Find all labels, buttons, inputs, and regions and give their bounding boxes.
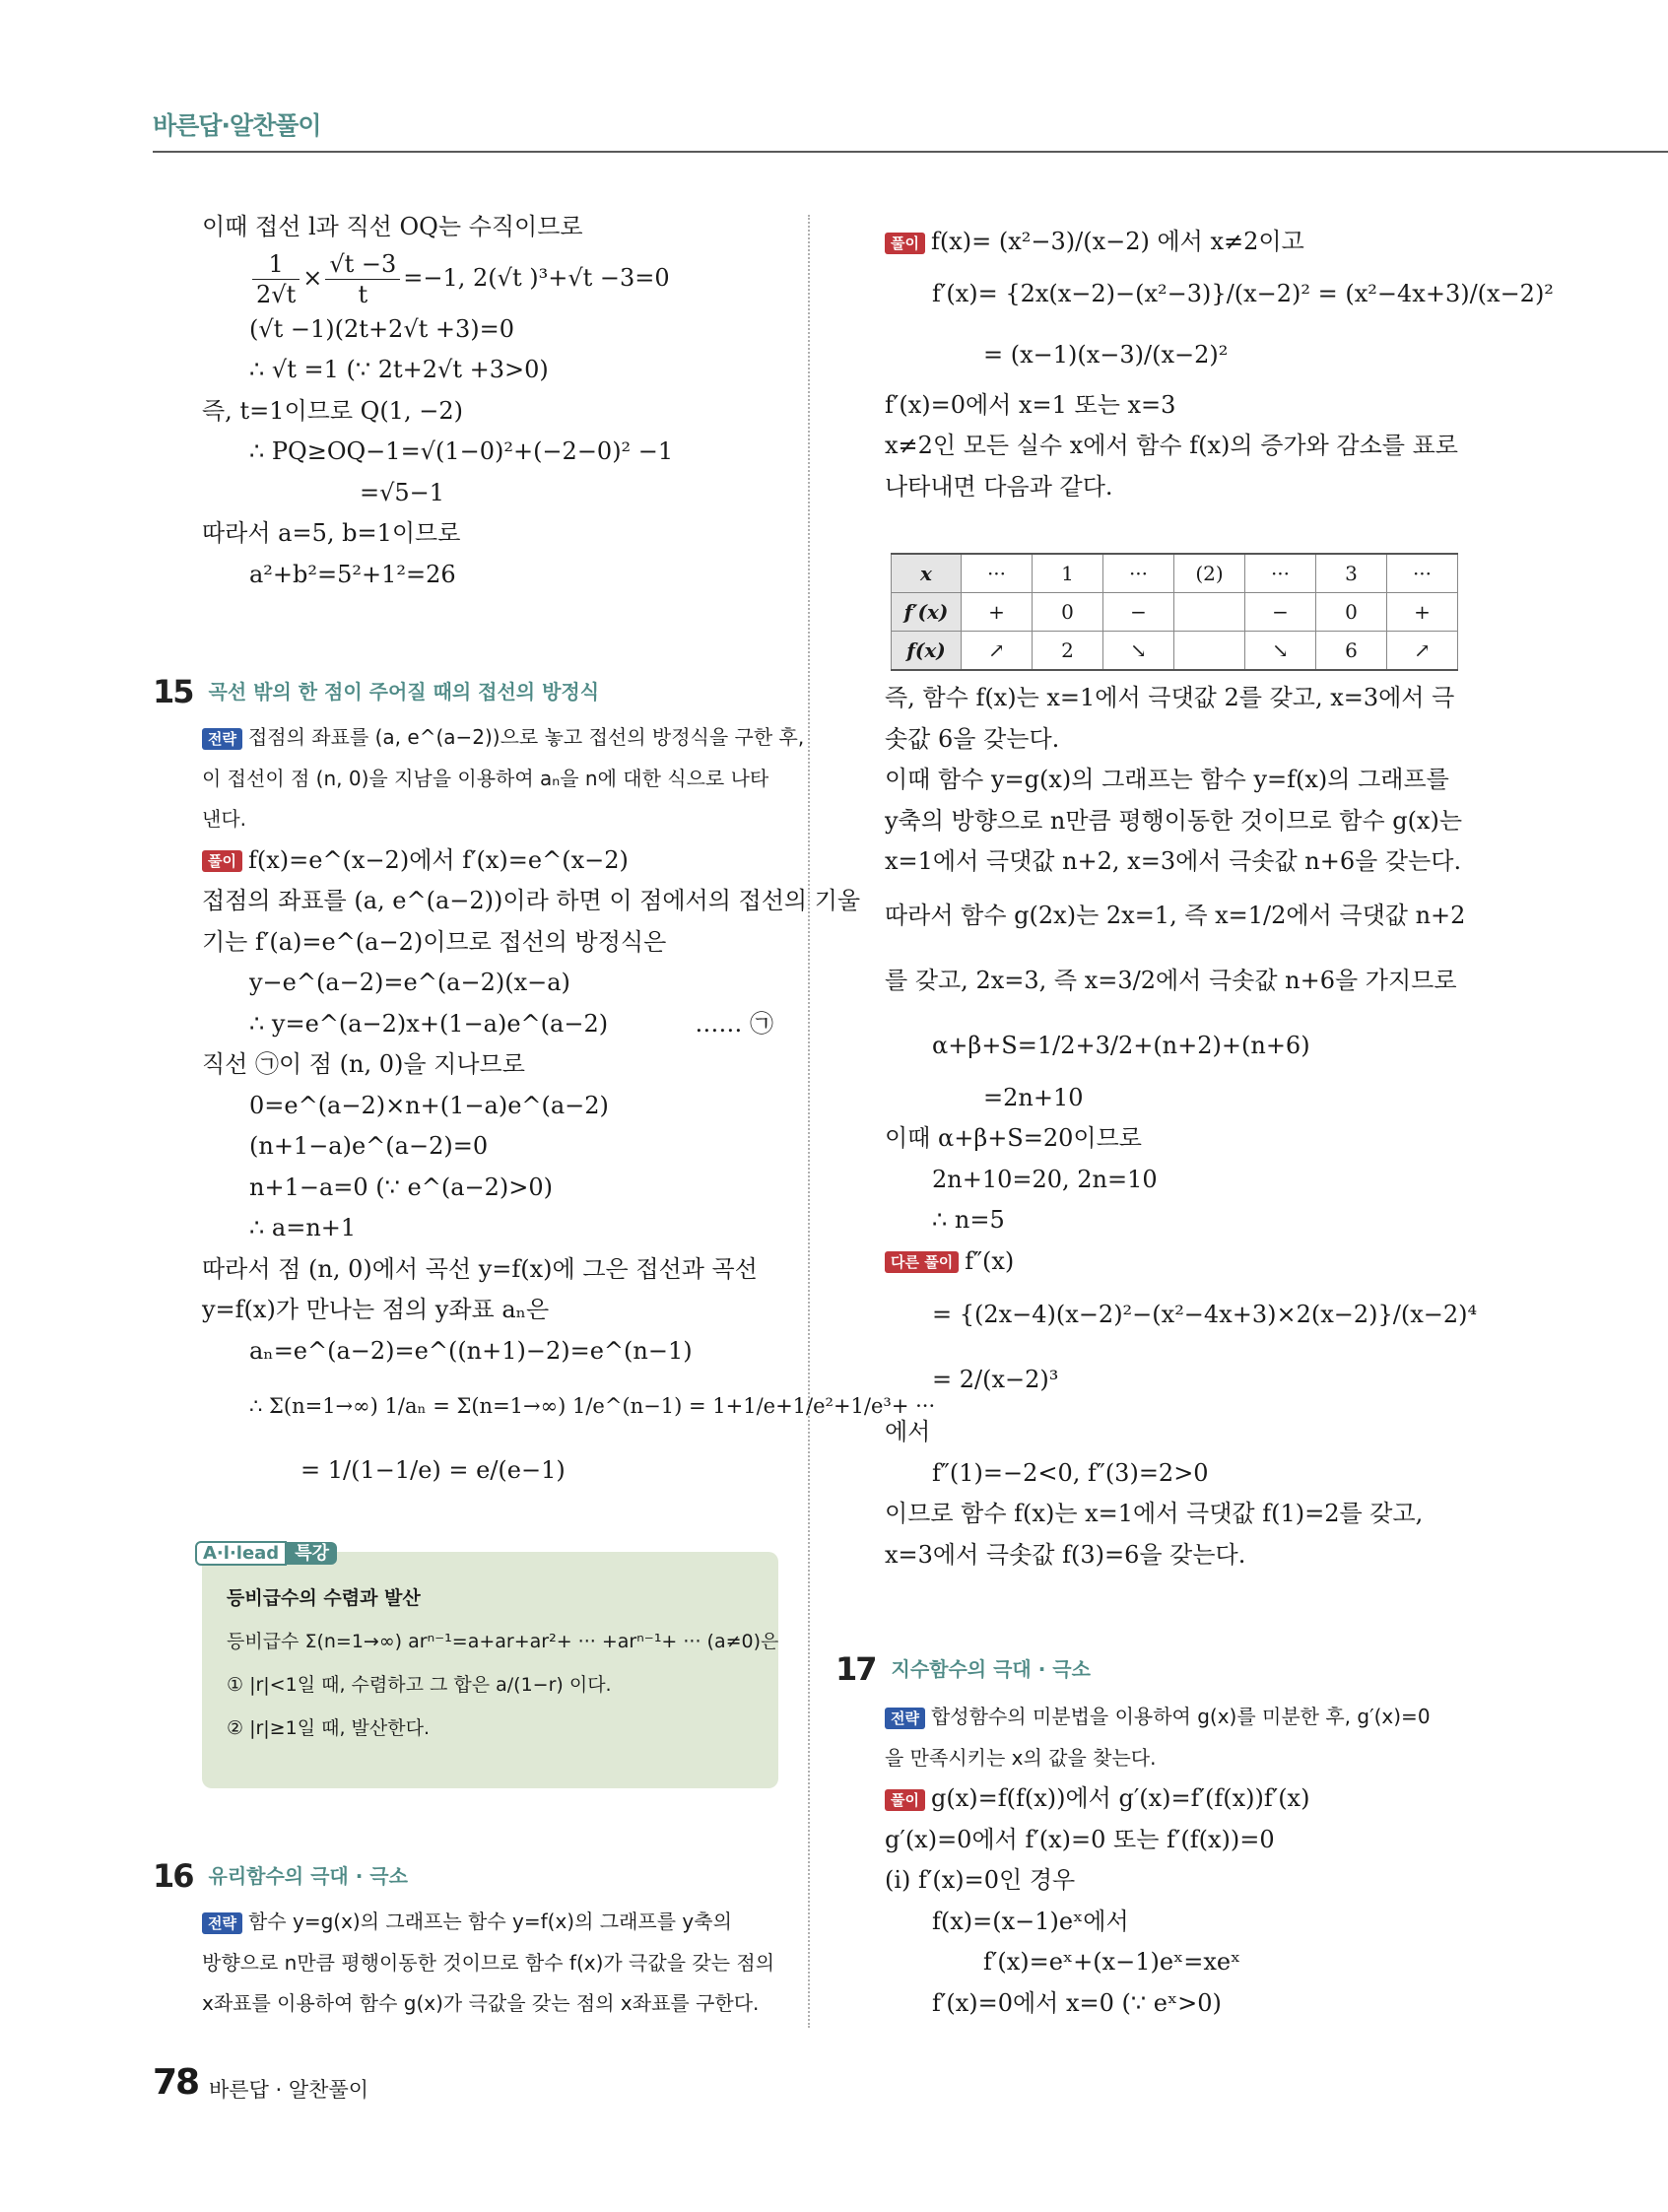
section-number: 16 bbox=[153, 1857, 193, 1895]
text-line: x=3에서 극솟값 f(3)=6을 갖는다. bbox=[885, 1540, 1246, 1569]
strategy-line: x좌표를 이용하여 함수 g(x)가 극값을 갖는 점의 x좌표를 구한다. bbox=[202, 1991, 760, 2015]
tip-box-label bbox=[195, 1539, 337, 1565]
strategy-line: 낸다. bbox=[202, 807, 246, 831]
table-cell: 2 bbox=[1033, 632, 1103, 671]
section-heading-16 bbox=[153, 1857, 408, 1895]
text-line: 솟값 6을 갖는다. bbox=[885, 724, 1060, 753]
table-cell bbox=[1174, 593, 1245, 632]
math-line bbox=[202, 1004, 783, 1045]
fraction-denominator: 2√t bbox=[256, 280, 297, 308]
solution-line bbox=[202, 840, 783, 882]
text: 접점의 좌표를 (a, e^(a−2))으로 놓고 접선의 방정식을 구한 후, bbox=[247, 725, 805, 749]
strategy-tag: 전략 bbox=[202, 728, 242, 750]
table-cell: − bbox=[1245, 593, 1316, 632]
math-line: $\frac{1}{2√t}$ × $\frac{√t -3}{t}$ =−1, 2(√t )³+√t −3=0 bbox=[202, 248, 783, 309]
variation-table bbox=[891, 553, 1458, 671]
math-line: (n+1−a)e^(a−2)=0 bbox=[249, 1132, 489, 1160]
text-line: 이때 함수 y=g(x)의 그래프는 함수 y=f(x)의 그래프를 bbox=[885, 766, 1449, 793]
math-line: aₙ=e^(a−2)=e^((n+1)−2)=e^(n−1) bbox=[249, 1336, 693, 1365]
text-line: 이때 접선 l과 직선 OQ는 수직이므로 bbox=[202, 213, 583, 240]
fraction-numerator: √t −3 bbox=[325, 249, 400, 280]
text-line: 에서 bbox=[885, 1418, 931, 1445]
math-line: f″(1)=−2<0, f″(3)=2>0 bbox=[932, 1458, 1209, 1487]
solution-tag: 풀이 bbox=[202, 850, 242, 872]
strategy-line: 이 접선이 점 (n, 0)을 지남을 이용하여 aₙ을 n에 대한 식으로 나타 bbox=[202, 766, 769, 790]
text-line: 따라서 a=5, b=1이므로 bbox=[202, 519, 461, 547]
section-title: 유리함수의 극대 · 극소 bbox=[208, 1864, 408, 1888]
table-cell: 0 bbox=[1033, 593, 1103, 632]
math-line: n+1−a=0 (∵ e^(a−2)>0) bbox=[249, 1173, 553, 1201]
math-line: f′(x)=0에서 x=0 (∵ eˣ>0) bbox=[932, 1988, 1222, 2017]
solution-tag: 풀이 bbox=[885, 233, 925, 254]
text-line: 따라서 점 (n, 0)에서 곡선 y=f(x)에 그은 접선과 곡선 bbox=[202, 1254, 758, 1283]
brand-label: A·l·lead bbox=[195, 1541, 287, 1566]
text-line: 나타내면 다음과 같다. bbox=[885, 472, 1113, 501]
math-line: ∴ Σ(n=1→∞) 1/aₙ = Σ(n=1→∞) 1/e^(n−1) = 1+1/e+1/e²+1/e³+ ··· bbox=[249, 1394, 936, 1418]
strategy-line: 을 만족시키는 x의 값을 찾는다. bbox=[885, 1745, 1157, 1770]
text-line: y=f(x)가 만나는 점의 y좌표 aₙ은 bbox=[202, 1296, 550, 1323]
text-line: (i) f′(x)=0인 경우 bbox=[885, 1866, 1076, 1894]
table-row bbox=[892, 554, 1458, 593]
math-text: =−1, 2(√t )³+√t −3=0 bbox=[403, 263, 670, 292]
text: ∴ y=e^(a−2)x+(1−a)e^(a−2) bbox=[249, 1009, 609, 1038]
math-line: ∴ n=5 bbox=[932, 1206, 1005, 1234]
math-line: =√5−1 bbox=[360, 478, 445, 506]
math-line: = 1/(1−1/e) = e/(e−1) bbox=[300, 1456, 566, 1484]
math-line: ∴ PQ≥OQ−1=√(1−0)²+(−2−0)² −1 bbox=[249, 437, 674, 465]
table-cell: ··· bbox=[1245, 554, 1316, 593]
table-cell: x bbox=[892, 554, 962, 593]
solution-line bbox=[885, 1778, 1476, 1820]
math-line: f′(x)= {2x(x−2)−(x²−3)}/(x−2)² = (x²−4x+3)/(x−2)² bbox=[932, 279, 1554, 307]
math-line: f′(x)=eˣ+(x−1)eˣ=xeˣ bbox=[983, 1948, 1241, 1976]
math-line: f(x)=(x−1)eˣ에서 bbox=[932, 1907, 1129, 1935]
text-line: 즉, 함수 f(x)는 x=1에서 극댓값 2를 갖고, x=3에서 극 bbox=[885, 684, 1455, 711]
strategy-line bbox=[202, 717, 805, 759]
math-line: a²+b²=5²+1²=26 bbox=[249, 560, 456, 588]
tip-line: ② |r|≥1일 때, 발산한다. bbox=[227, 1717, 430, 1739]
math-line: (√t −1)(2t+2√t +3)=0 bbox=[249, 314, 515, 343]
table-cell: ··· bbox=[1387, 554, 1458, 593]
tip-line: ① |r|<1일 때, 수렴하고 그 합은 a/(1−r) 이다. bbox=[227, 1674, 612, 1696]
column-divider bbox=[808, 215, 810, 2028]
text-line: 직선 ㉠이 점 (n, 0)을 지나므로 bbox=[202, 1050, 525, 1078]
math-line: = {(2x−4)(x−2)²−(x²−4x+3)×2(x−2)}/(x−2)⁴ bbox=[932, 1301, 1478, 1328]
text-line: 접점의 좌표를 (a, e^(a−2))이라 하면 이 점에서의 접선의 기울 bbox=[202, 887, 861, 914]
math-line: y−e^(a−2)=e^(a−2)(x−a) bbox=[249, 969, 570, 996]
special-label: 특강 bbox=[287, 1542, 337, 1565]
text-line: 이때 α+β+S=20이므로 bbox=[885, 1124, 1142, 1152]
strategy-tag: 전략 bbox=[885, 1708, 925, 1729]
fraction-numerator: 1 bbox=[252, 249, 300, 280]
table-cell: 1 bbox=[1033, 554, 1103, 593]
section-title: 곡선 밖의 한 점이 주어질 때의 접선의 방정식 bbox=[208, 680, 600, 704]
section-title: 지수함수의 극대 · 극소 bbox=[891, 1657, 1091, 1681]
text: f(x)= (x²−3)/(x−2) 에서 x≠2이고 bbox=[930, 228, 1304, 255]
tip-title: 등비급수의 수렴과 발산 bbox=[227, 1587, 421, 1609]
math-line: ∴ a=n+1 bbox=[249, 1214, 357, 1241]
math-line: = (x−1)(x−3)/(x−2)² bbox=[983, 340, 1229, 369]
math-line: 0=e^(a−2)×n+(1−a)e^(a−2) bbox=[249, 1091, 609, 1119]
text-line: x=1에서 극댓값 n+2, x=3에서 극솟값 n+6을 갖는다. bbox=[885, 847, 1462, 875]
table-cell: ··· bbox=[962, 554, 1033, 593]
table-cell: ↘ bbox=[1245, 632, 1316, 671]
section-number: 15 bbox=[153, 673, 193, 710]
solution-tag: 풀이 bbox=[885, 1789, 925, 1811]
solution-line bbox=[885, 222, 1476, 263]
table-cell: ↗ bbox=[1387, 632, 1458, 671]
math-line: =2n+10 bbox=[983, 1083, 1084, 1111]
table-cell: + bbox=[1387, 593, 1458, 632]
header-rule bbox=[153, 151, 1668, 153]
math-line: α+β+S=1/2+3/2+(n+2)+(n+6) bbox=[932, 1031, 1310, 1059]
text: f(x)=e^(x−2)에서 f′(x)=e^(x−2) bbox=[247, 845, 629, 874]
text-line: x≠2인 모든 실수 x에서 함수 f(x)의 증가와 감소를 표로 bbox=[885, 432, 1458, 459]
tip-box-content bbox=[227, 1576, 779, 1750]
text-line: g′(x)=0에서 f′(x)=0 또는 f′(f(x))=0 bbox=[885, 1825, 1275, 1853]
text-line: 따라서 함수 g(2x)는 2x=1, 즉 x=1/2에서 극댓값 n+2 bbox=[885, 901, 1466, 929]
table-cell: ··· bbox=[1103, 554, 1174, 593]
math-line: ∴ √t =1 (∵ 2t+2√t +3>0) bbox=[249, 356, 549, 383]
table-cell: f′(x) bbox=[892, 593, 962, 632]
text-line: 즉, t=1이므로 Q(1, −2) bbox=[202, 396, 463, 425]
table-cell bbox=[1174, 632, 1245, 671]
text: 함수 y=g(x)의 그래프는 함수 y=f(x)의 그래프를 y축의 bbox=[247, 1910, 732, 1933]
fraction bbox=[325, 249, 400, 309]
table-row bbox=[892, 632, 1458, 671]
tip-line: 등비급수 Σ(n=1→∞) arⁿ⁻¹=a+ar+ar²+ ··· +arⁿ⁻¹+ ··· (a≠0)은 bbox=[227, 1631, 779, 1652]
table-cell: f(x) bbox=[892, 632, 962, 671]
text: f″(x) bbox=[965, 1246, 1015, 1275]
strategy-line bbox=[202, 1902, 783, 1943]
table-cell: 0 bbox=[1316, 593, 1387, 632]
section-heading-15 bbox=[153, 673, 599, 710]
left-column bbox=[202, 207, 783, 595]
table-cell: 3 bbox=[1316, 554, 1387, 593]
right-column-top bbox=[885, 222, 1554, 507]
table-cell: − bbox=[1103, 593, 1174, 632]
table-row bbox=[892, 593, 1458, 632]
text: 합성함수의 미분법을 이용하여 g(x)를 미분한 후, g′(x)=0 bbox=[930, 1705, 1431, 1728]
section-16-body bbox=[202, 1902, 783, 2025]
strategy-line bbox=[885, 1697, 1476, 1738]
page-number: 78 bbox=[153, 2062, 199, 2103]
footer-title: 바른답 · 알찬풀이 bbox=[209, 2078, 369, 2102]
text-line: 이므로 함수 f(x)는 x=1에서 극댓값 f(1)=2를 갖고, bbox=[885, 1500, 1424, 1527]
strategy-line: 방향으로 n만큼 평행이동한 것이므로 함수 f(x)가 극값을 갖는 점의 bbox=[202, 1950, 775, 1975]
section-heading-17 bbox=[835, 1650, 1091, 1688]
text: g(x)=f(f(x))에서 g′(x)=f′(f(x))f′(x) bbox=[930, 1784, 1310, 1812]
text-line: 기는 f′(a)=e^(a−2)이므로 접선의 방정식은 bbox=[202, 927, 667, 956]
table-cell: ↗ bbox=[962, 632, 1033, 671]
section-17-body bbox=[885, 1697, 1476, 2024]
text-line: y축의 방향으로 n만큼 평행이동한 것이므로 함수 g(x)는 bbox=[885, 806, 1463, 835]
text-line: 를 갖고, 2x=3, 즉 x=3/2에서 극솟값 n+6을 가지므로 bbox=[885, 966, 1457, 994]
text-line: f′(x)=0에서 x=1 또는 x=3 bbox=[885, 390, 1176, 419]
other-solution-tag: 다른 풀이 bbox=[885, 1251, 959, 1273]
fraction bbox=[252, 249, 300, 309]
table-cell: 6 bbox=[1316, 632, 1387, 671]
section-number: 17 bbox=[835, 1650, 876, 1688]
table-cell: ↘ bbox=[1103, 632, 1174, 671]
page-header-title: 바른답·알찬풀이 bbox=[153, 111, 321, 140]
table-cell: + bbox=[962, 593, 1033, 632]
strategy-tag: 전략 bbox=[202, 1912, 242, 1934]
math-line: = 2/(x−2)³ bbox=[932, 1366, 1059, 1393]
other-solution-line bbox=[885, 1241, 1476, 1283]
fraction-denominator: t bbox=[358, 280, 368, 308]
equation-marker: …… ㉠ bbox=[695, 1009, 773, 1038]
right-column-middle bbox=[885, 678, 1476, 1575]
math-line: 2n+10=20, 2n=10 bbox=[932, 1165, 1158, 1193]
table-cell: (2) bbox=[1174, 554, 1245, 593]
